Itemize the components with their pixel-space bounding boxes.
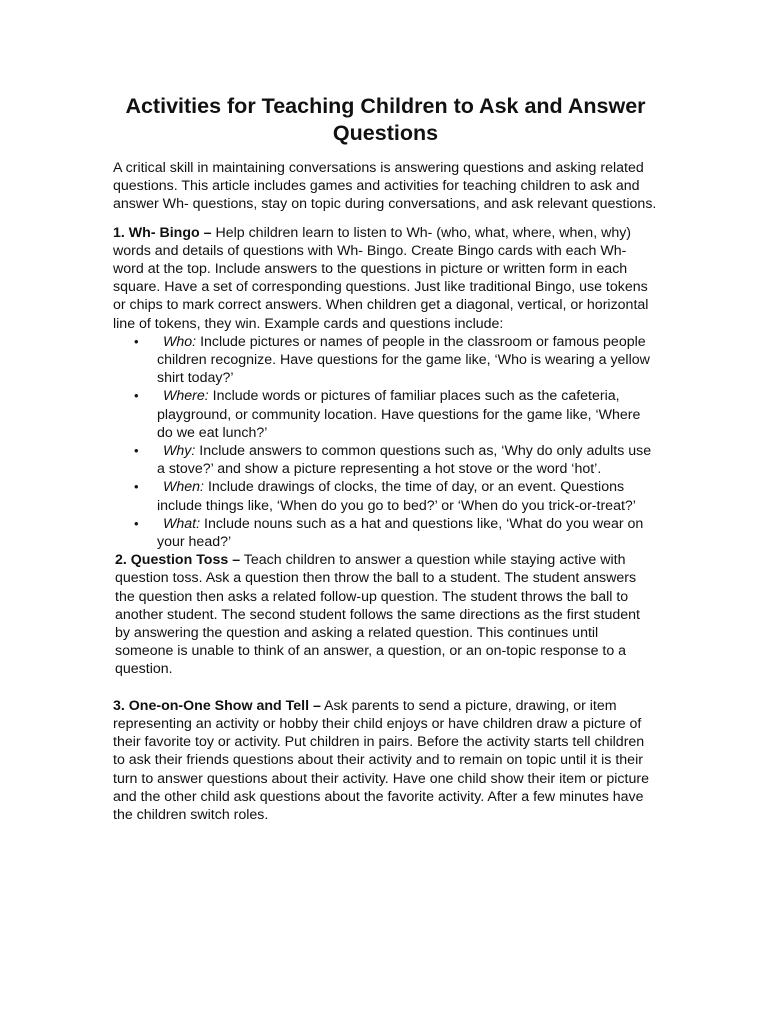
bullet-icon: • — [134, 388, 139, 404]
list-item-when — [113, 478, 658, 514]
list-item-term: When: — [163, 479, 205, 496]
section-question-toss — [115, 551, 658, 678]
list-item-what — [113, 515, 658, 551]
list-item-text: Include answers to common questions such as, ‘Why do only adults use a stove?’ and show a picture representing a hot stove or the word ‘hot’. — [157, 443, 652, 478]
list-item-term: Who: — [163, 333, 197, 350]
paragraph-spacer — [113, 679, 658, 697]
section-body: Teach children to answer a question while staying active with question toss. Ask a question then throw the ball to a student. The student answers the question then asks a related follow-up question. The student throws the ball to another student. The second student follows the same directions as the first student by answering the question and asking a related question. This continues until someone is unable to think of an answer, a question, or an on-topic response to a question. — [115, 552, 640, 678]
list-item-term: Where: — [163, 388, 209, 405]
section-body: Ask parents to send a picture, drawing, or item representing an activity or hobby their child enjoys or have children draw a picture of their favorite toy or activity. Put children in pairs. Before the activity starts tell children to ask their friends questions about their activity and to remain on topic until it is their turn to answer questions about their activity. Have one child show their item or picture and the other child ask questions about the favorite activity. After a few minutes have the children switch roles. — [113, 697, 649, 823]
list-item-term: What: — [163, 515, 201, 532]
wh-word-list — [113, 333, 658, 551]
section-heading: 1. Wh- Bingo – — [113, 224, 212, 241]
list-item-who — [113, 333, 658, 388]
list-item-term: Why: — [163, 443, 196, 460]
section-body: Help children learn to listen to Wh- (who, what, where, when, why) words and details of questions with Wh- Bingo. Create Bingo cards with each Wh- word at the top. Include answers to the questions in picture or written form in each square. Have a set of corresponding questions. Just like traditional Bingo, use tokens or chips to mark correct answers. When children get a diagonal, vertical, or horizontal line of tokens, they win. Example cards and questions include: — [113, 224, 649, 332]
list-item-text: Include drawings of clocks, the time of day, or an event. Questions include things like, ‘When do you go to bed?’ or ‘When do you trick-or-treat?’ — [157, 479, 636, 514]
bullet-icon: • — [134, 479, 139, 495]
list-item-text: Include pictures or names of people in the classroom or famous people children recognize. Have questions for the game like, ‘Who is wearing a yellow shirt today?’ — [157, 333, 650, 387]
list-item-where — [113, 387, 658, 442]
document-title: Activities for Teaching Children to Ask and Answer Questions — [125, 94, 646, 145]
bullet-icon: • — [134, 333, 139, 349]
section-heading: 2. Question Toss – — [115, 552, 241, 569]
section-show-and-tell — [113, 697, 658, 824]
bullet-icon: • — [134, 515, 139, 531]
document-page — [113, 93, 658, 824]
list-item-text: Include nouns such as a hat and questions like, ‘What do you wear on your head?’ — [157, 515, 644, 551]
list-item-text: Include words or pictures of familiar places such as the cafeteria, playground, or community location. Have questions for the game like, ‘Where do we eat lunch?’ — [157, 388, 641, 441]
section-heading: 3. One-on-One Show and Tell – — [113, 697, 321, 714]
section-wh-bingo — [113, 224, 658, 333]
bullet-icon: • — [134, 443, 139, 459]
intro-paragraph: A critical skill in maintaining conversations is answering questions and asking related questions. This article includes games and activities for teaching children to ask and answer Wh- questions, stay on topic during conversations, and ask relevant questions. — [113, 160, 657, 213]
list-item-why — [113, 442, 658, 478]
